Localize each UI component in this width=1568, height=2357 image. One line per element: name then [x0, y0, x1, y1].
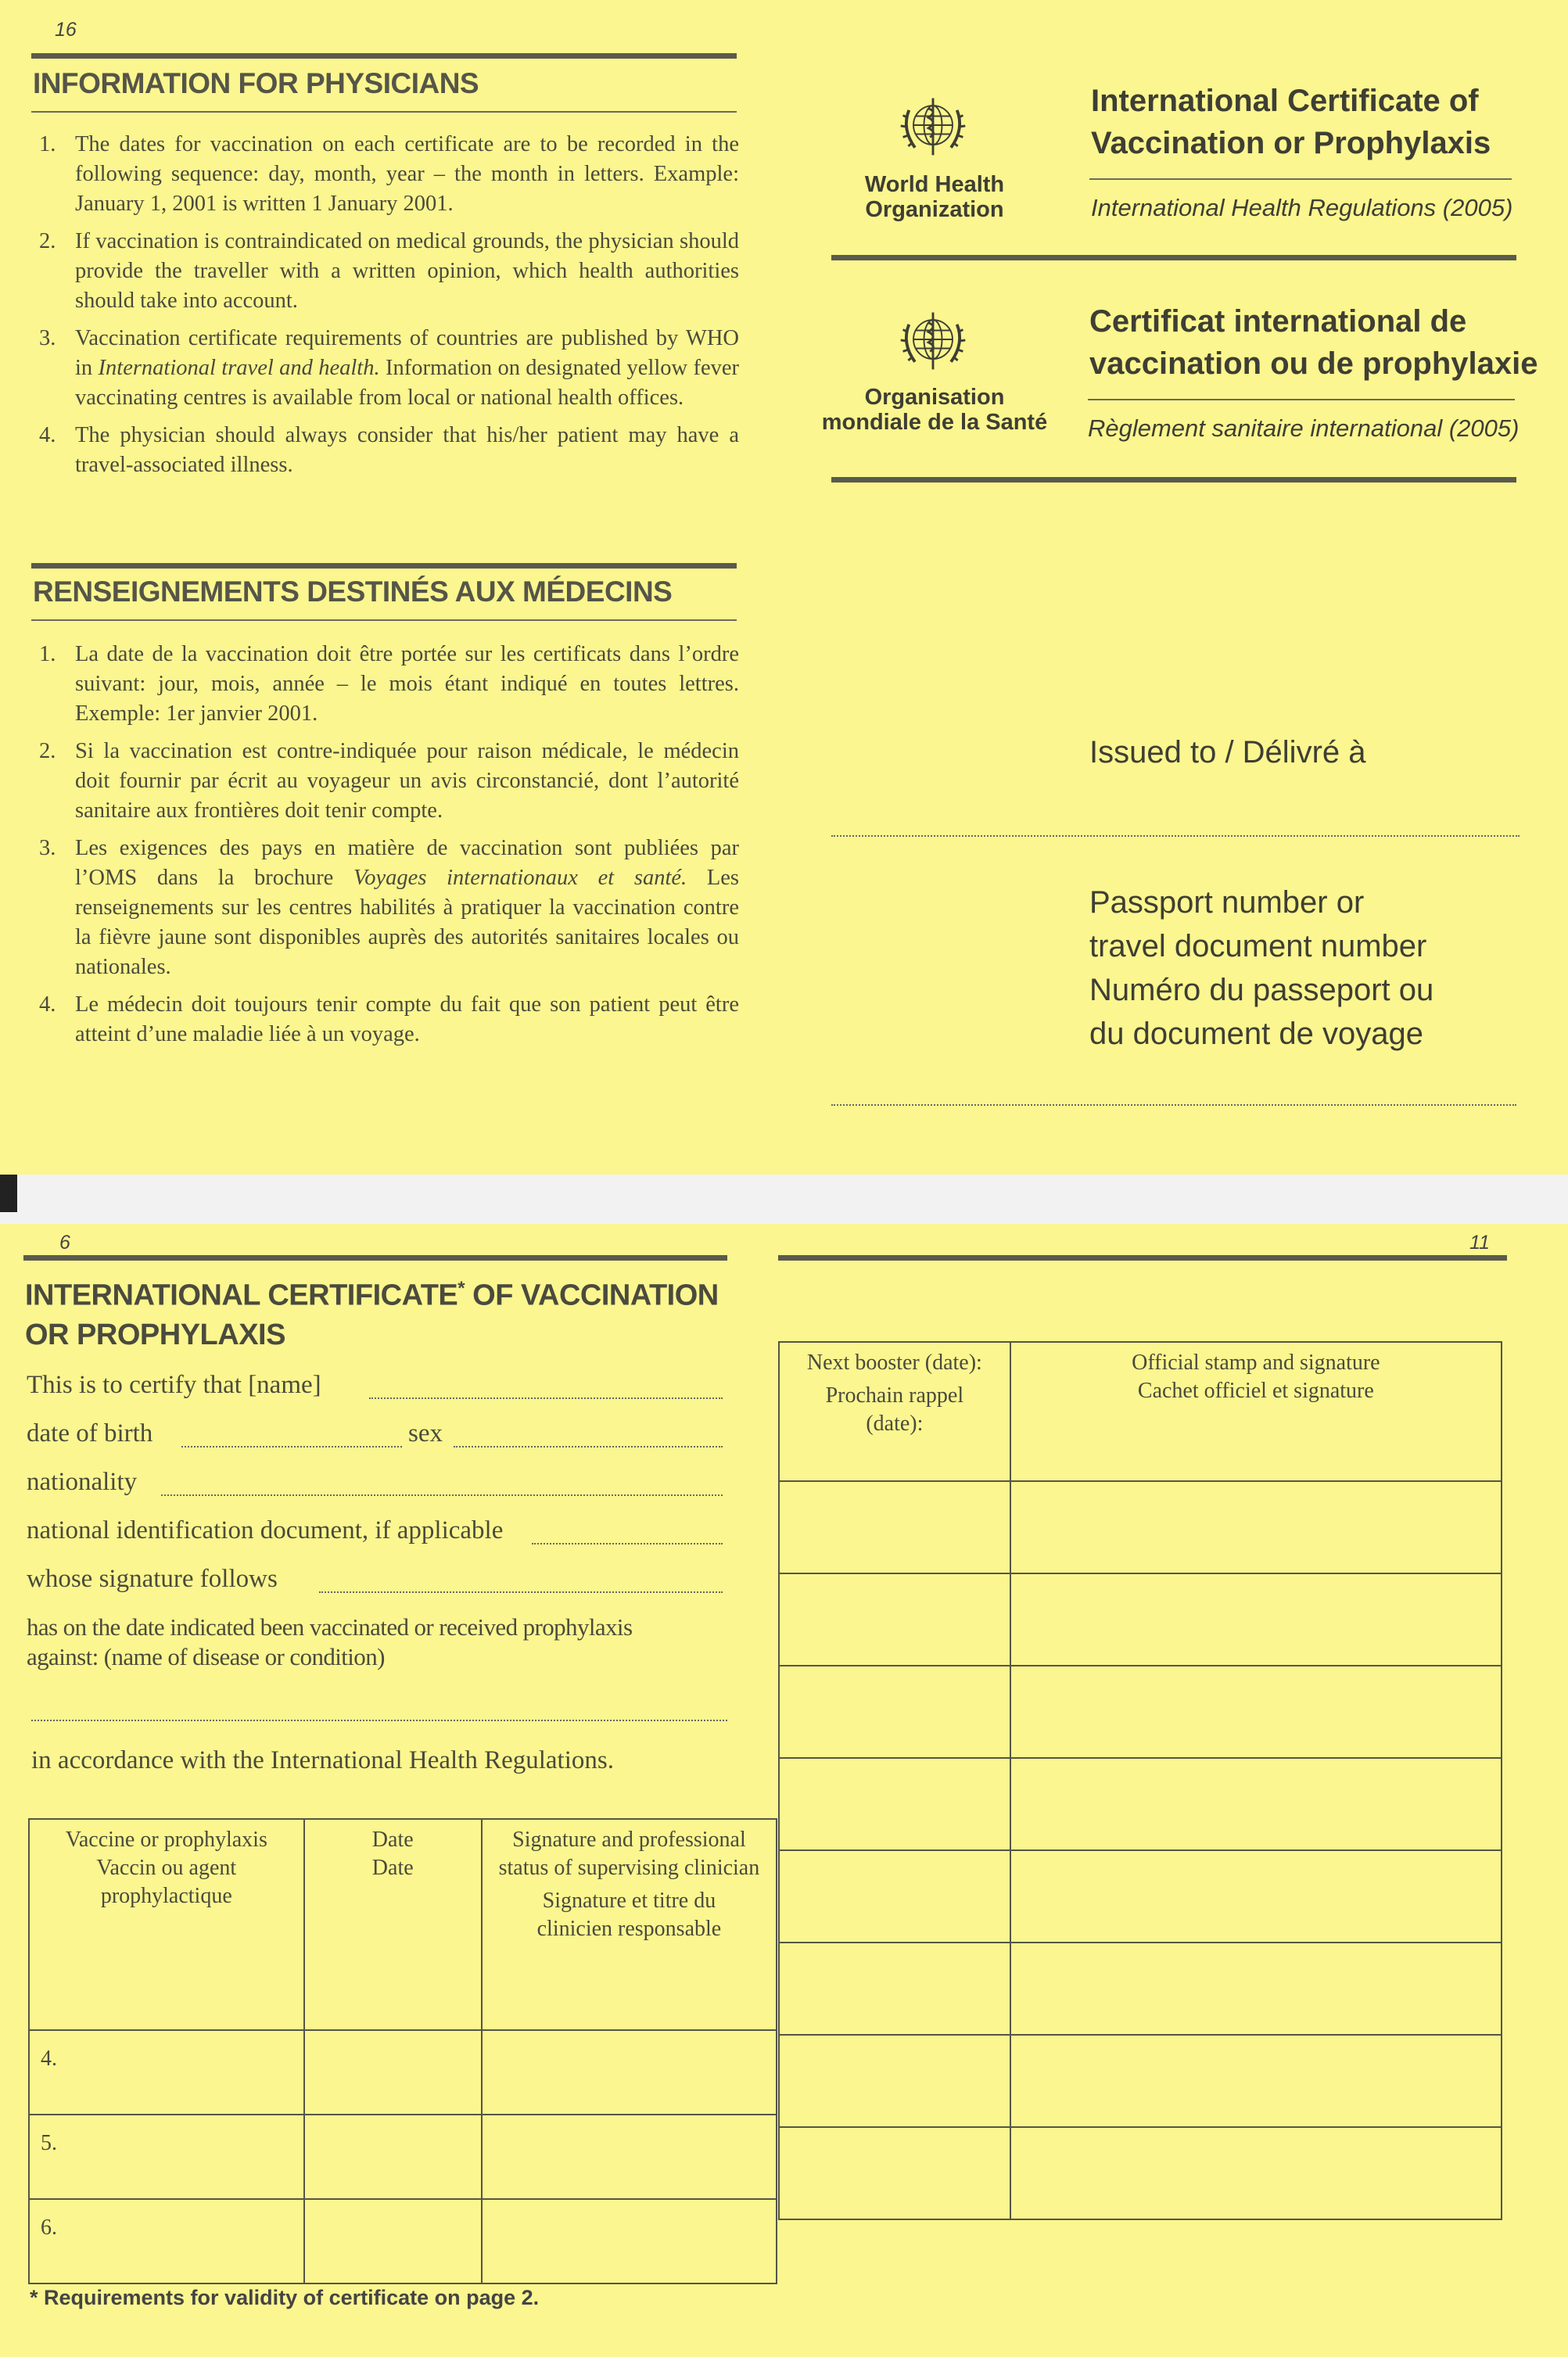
passport-number-line[interactable]: [831, 1104, 1516, 1106]
disease-field[interactable]: [31, 1720, 727, 1721]
heading-underline: [31, 111, 737, 113]
signature-label: whose signature follows: [27, 1565, 278, 1593]
accordance-text: in accordance with the International Health Regulations.: [31, 1746, 614, 1774]
signature-cell[interactable]: [482, 2030, 777, 2115]
booster-table: [778, 1341, 1502, 2220]
table-header-row: [779, 1342, 1502, 1481]
page-11: [778, 1224, 1568, 2357]
official-stamp-header: Official stamp and signature Cachet officiel et signature: [1010, 1342, 1502, 1481]
table-row: [779, 1481, 1502, 1573]
nationality-label: nationality: [27, 1468, 138, 1496]
list-item: 2. If vaccination is contraindicated on medical grounds, the physician should provide the traveller with a written opinion, which health authorities should take into account.: [39, 229, 739, 313]
stamp-cell[interactable]: [1010, 1481, 1502, 1573]
list-item: 4. The physician should always consider that his/her patient may have a travel-associated illness.: [39, 423, 739, 477]
certify-name-label: This is to certify that [name]: [27, 1371, 321, 1399]
next-booster-header: Next booster (date): Prochain rappel (date):: [779, 1342, 1010, 1481]
date-column-header: Date Date: [304, 1819, 482, 2030]
sex-label: sex: [408, 1419, 443, 1448]
table-row: [779, 1573, 1502, 1666]
date-of-birth-label: date of birth: [27, 1419, 153, 1448]
stamp-cell[interactable]: [1010, 1573, 1502, 1666]
table-row: [29, 2030, 777, 2115]
cover-title-en: International Certificate of Vaccination or Prophylaxis: [1091, 84, 1491, 160]
table-row: [779, 2035, 1502, 2127]
row-number: 4.: [29, 2030, 304, 2115]
stamp-cell[interactable]: [1010, 1758, 1502, 1850]
signature-cell[interactable]: [482, 2199, 777, 2283]
page-number: 6: [59, 1232, 70, 1254]
signature-column-header: Signature and professional status of supervising clinician Signature et titre du clinicien responsable: [482, 1819, 777, 2030]
stamp-cell[interactable]: [1010, 2127, 1502, 2219]
table-row: [779, 1666, 1502, 1758]
list-item: 4. Le médecin doit toujours tenir compte du fait que son patient peut être atteint d’une maladie liée à un voyage.: [39, 992, 739, 1046]
date-of-birth-field[interactable]: [181, 1446, 402, 1448]
booster-date-cell[interactable]: [779, 1943, 1010, 2035]
physicians-list-fr: [39, 640, 739, 1057]
stamp-cell[interactable]: [1010, 1943, 1502, 2035]
list-item: 3. Vaccination certificate requirements of countries are published by WHO in International travel and health. Information on designated yellow fever vaccinating centres is available from local or national health offices.: [39, 326, 739, 410]
signature-cell[interactable]: [482, 2115, 777, 2199]
national-id-label: national identification document, if applicable: [27, 1516, 504, 1544]
heading-underline: [31, 619, 737, 621]
nationality-field[interactable]: [161, 1494, 723, 1496]
stamp-cell[interactable]: [1010, 2035, 1502, 2127]
page-number: 16: [55, 19, 77, 41]
booster-date-cell[interactable]: [779, 1758, 1010, 1850]
who-emblem-icon: [895, 302, 971, 377]
cover-divider: [831, 477, 1516, 483]
scan-gutter: [0, 1175, 1568, 1224]
table-row: [29, 2199, 777, 2283]
certificate-cover: [778, 0, 1568, 1175]
vaccinated-label: has on the date indicated been vaccinated or received prophylaxis against: (name of disease or condition): [27, 1613, 633, 1670]
sex-field[interactable]: [454, 1446, 723, 1448]
cover-subtitle-fr: Règlement sanitaire international (2005): [1088, 414, 1520, 442]
vaccine-column-header: Vaccine or prophylaxis Vaccin ou agent prophylactique: [29, 1819, 304, 2030]
booster-date-cell[interactable]: [779, 2127, 1010, 2219]
table-row: [29, 2115, 777, 2199]
stamp-cell[interactable]: [1010, 1666, 1502, 1758]
booster-date-cell[interactable]: [779, 1666, 1010, 1758]
cover-title-fr: Certificat international de vaccination ou de prophylaxie: [1089, 304, 1538, 381]
top-rule: [778, 1255, 1507, 1261]
physicians-heading-fr: RENSEIGNEMENTS DESTINÉS AUX MÉDECINS: [33, 576, 673, 608]
cover-divider: [831, 255, 1516, 260]
table-row: [779, 1850, 1502, 1943]
date-cell[interactable]: [304, 2115, 482, 2199]
page-16: [0, 0, 778, 1175]
signature-field[interactable]: [319, 1591, 723, 1593]
who-emblem-icon: [895, 88, 971, 163]
booster-date-cell[interactable]: [779, 1850, 1010, 1943]
certificate-heading: INTERNATIONAL CERTIFICATE* OF VACCINATION OR PROPHYLAXIS: [25, 1278, 719, 1351]
issued-to-line[interactable]: [831, 835, 1520, 837]
top-rule: [23, 1255, 727, 1261]
table-row: [779, 1943, 1502, 2035]
table-row: [779, 1758, 1502, 1850]
list-item: 1. The dates for vaccination on each certificate are to be recorded in the following sequence: day, month, year – the month in letters. Example: January 1, 2001 is written 1 January 2001.: [39, 132, 739, 216]
list-item: 3. Les exigences des pays en matière de vaccination sont publiées par l’OMS dans la brochure Voyages internationaux et santé. Les renseignements sur les centres habilités à pratiquer la vaccination contre la fièvre jaune sont disponibles auprès des autorités sanitaires locales ou nationales.: [39, 836, 739, 979]
national-id-field[interactable]: [532, 1543, 723, 1544]
name-field[interactable]: [369, 1397, 723, 1399]
date-cell[interactable]: [304, 2199, 482, 2283]
row-number: 6.: [29, 2199, 304, 2283]
page-6: [0, 1224, 778, 2357]
title-underline: [1089, 178, 1512, 180]
booster-date-cell[interactable]: [779, 2035, 1010, 2127]
physicians-list-en: [39, 130, 739, 488]
issued-to-label: Issued to / Délivré à: [1089, 735, 1366, 770]
physicians-heading-en: INFORMATION FOR PHYSICIANS: [33, 67, 479, 99]
vaccination-table: [28, 1818, 777, 2284]
list-item: 2. Si la vaccination est contre-indiquée pour raison médicale, le médecin doit fournir par écrit au voyageur un avis circonstancié, dont l’autorité sanitaire aux frontières doit tenir compte.: [39, 739, 739, 823]
cover-subtitle-en: International Health Regulations (2005): [1091, 194, 1513, 221]
list-item: 1. La date de la vaccination doit être portée sur les certificats dans l’ordre suivant: jour, mois, année – le mois étant indiqué en toutes lettres. Exemple: 1er janvier 2001.: [39, 642, 739, 726]
date-cell[interactable]: [304, 2030, 482, 2115]
booster-date-cell[interactable]: [779, 1573, 1010, 1666]
page-number: 11: [1469, 1232, 1490, 1254]
who-name-fr: Organisation mondiale de la Santé: [821, 385, 1048, 435]
validity-footnote: * Requirements for validity of certificate on page 2.: [30, 2286, 540, 2309]
row-number: 5.: [29, 2115, 304, 2199]
title-underline: [1088, 399, 1515, 400]
table-header-row: [29, 1819, 777, 2030]
passport-number-label: Passport number or travel document number Numéro du passeport ou du document de voyage: [1089, 885, 1434, 1051]
who-name-en: World Health Organization: [864, 172, 1005, 222]
section-rule: [31, 563, 737, 569]
top-rule: [31, 53, 737, 59]
booster-date-cell[interactable]: [779, 1481, 1010, 1573]
table-row: [779, 2127, 1502, 2219]
stamp-cell[interactable]: [1010, 1850, 1502, 1943]
